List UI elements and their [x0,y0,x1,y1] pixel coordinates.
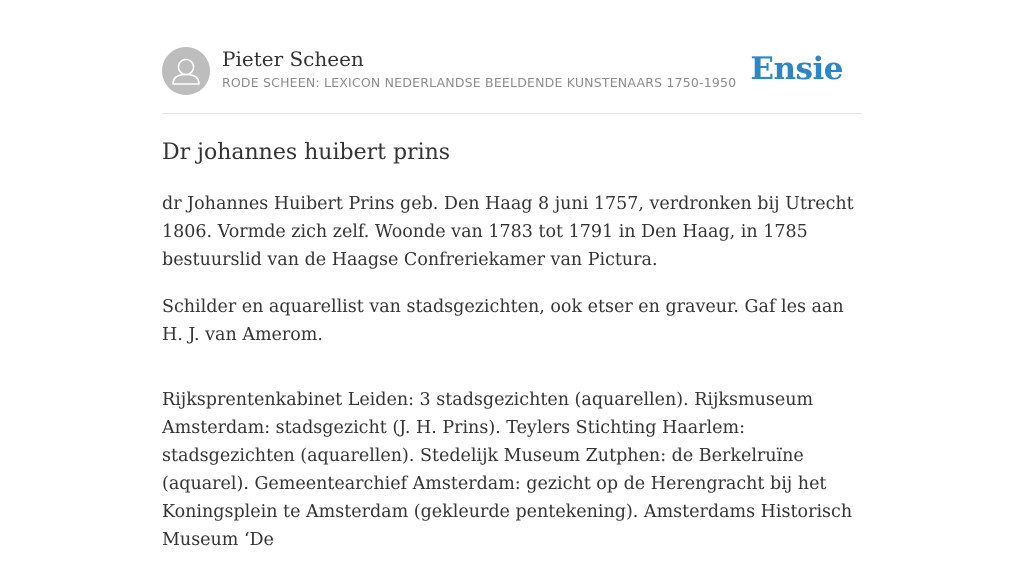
paragraph-description: Schilder en aquarellist van stadsgezichten, ook etser en graveur. Gaf les aan H. J. van Amerom. [162,297,844,345]
header-divider [162,113,862,114]
user-icon [162,47,210,95]
author-avatar[interactable] [162,47,210,95]
ensie-logo[interactable]: Ensie [750,51,843,87]
paragraph-collections: Rijksprentenkabinet Leiden: 3 stadsgezichten (aquarellen). Rijksmuseum Amsterdam: stadsgezicht (J. H. Prins). Teylers Stichting Haarlem: stadsgezichten (aquarellen). Stedelijk Museum Zutphen: de Berkelruïne (aquarel). Gemeentearchief Amsterdam: gezicht op de Herengracht bij het Koningsplein te Amsterdam (gekleurde pentekening). Amsterdams Historisch Museum ‘De [162,390,853,550]
source-title[interactable]: RODE SCHEEN: LEXICON NEDERLANDSE BEELDENDE KUNSTENAARS 1750-1950 [222,75,737,90]
article-header [162,47,862,95]
article-body [162,190,862,573]
article-title: Dr johannes huibert prins [162,140,451,165]
author-name[interactable]: Pieter Scheen [222,47,364,71]
paragraph-biography: dr Johannes Huibert Prins geb. Den Haag 8 juni 1757, verdronken bij Utrecht 1806. Vormde zich zelf. Woonde van 1783 tot 1791 in Den Haag, in 1785 bestuurslid van de Haagse Confreriekamer van Pictura. [162,194,854,270]
